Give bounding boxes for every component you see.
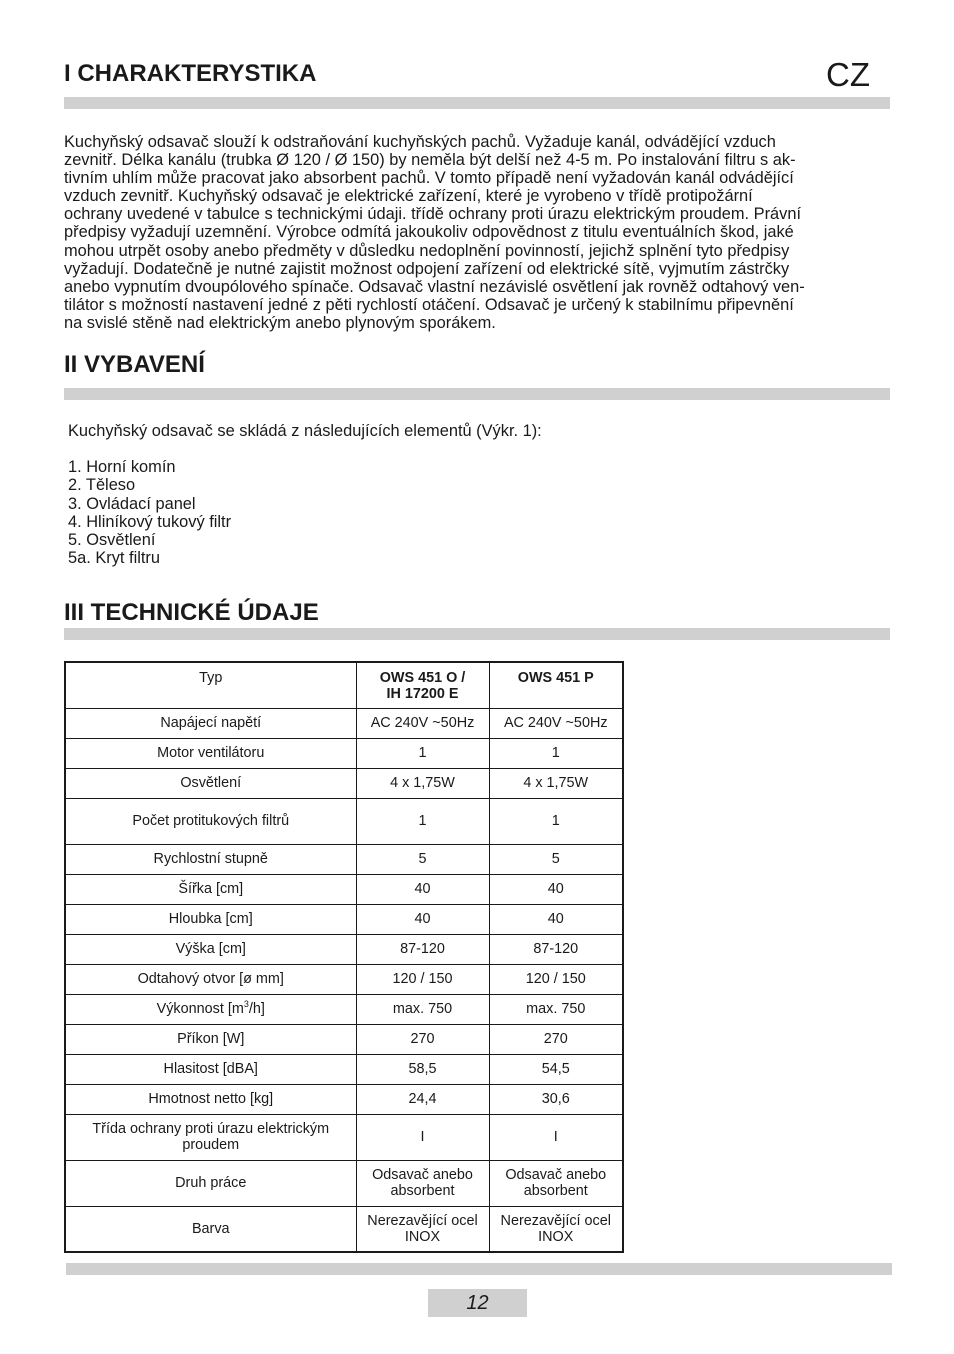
header-model-2: OWS 451 P: [489, 662, 623, 708]
table-header-row: [65, 662, 623, 708]
row-label: Barva: [65, 1206, 356, 1252]
language-code: CZ: [826, 56, 870, 93]
list-item: 5. Osvětlení: [68, 531, 156, 550]
list-item: 5a. Kryt filtru: [68, 549, 160, 568]
row-value-model-1: 270: [356, 1024, 489, 1054]
row-value-model-1: AC 240V ~50Hz: [356, 708, 489, 738]
table-row: [65, 1160, 623, 1206]
row-value-model-1: Odsavač anebo absorbent: [356, 1160, 489, 1206]
throughput-label-text: Výkonnost [m: [156, 1001, 244, 1017]
row-label: Šířka [cm]: [65, 874, 356, 904]
page-number: 12: [428, 1289, 527, 1317]
table-row: [65, 1054, 623, 1084]
row-value-model-2: Odsavač anebo absorbent: [489, 1160, 623, 1206]
row-label: Odtahový otvor [ø mm]: [65, 964, 356, 994]
row-value-model-2: 1: [489, 738, 623, 768]
header-model-1: [356, 662, 489, 708]
table-row: [65, 934, 623, 964]
row-value-model-2: 54,5: [489, 1054, 623, 1084]
section-divider-1: [64, 97, 890, 109]
row-value-model-2: Nerezavějící ocel INOX: [489, 1206, 623, 1252]
row-value-model-1: 1: [356, 798, 489, 844]
footer-divider: [66, 1263, 892, 1275]
section-divider-2: [64, 388, 890, 400]
table-row: [65, 994, 623, 1024]
row-value-model-2: 1: [489, 798, 623, 844]
paragraph-line: Kuchyňský odsavač slouží k odstraňování kuchyňských pachů. Vyžaduje kanál, odvádějící vzduch: [64, 133, 776, 151]
table-row: [65, 844, 623, 874]
section-title-equipment: II VYBAVENÍ: [64, 351, 205, 378]
row-value-model-2: 30,6: [489, 1084, 623, 1114]
table-row: [65, 1114, 623, 1160]
row-value-model-1: Nerezavějící ocel INOX: [356, 1206, 489, 1252]
list-item: 1. Horní komín: [68, 458, 176, 476]
row-label-throughput: [65, 994, 356, 1024]
section-title-characteristics: I CHARAKTERYSTIKA: [64, 60, 317, 87]
paragraph-line: zevnitř. Délka kanálu (trubka Ø 120 / Ø 150) by neměla být delší než 4-5 m. Po instalování filtru s ak-: [64, 151, 796, 170]
row-label: Hloubka [cm]: [65, 904, 356, 934]
row-value-model-1: 4 x 1,75W: [356, 768, 489, 798]
row-value-model-2: 87-120: [489, 934, 623, 964]
header-model-1-line2: IH 17200 E: [386, 686, 459, 702]
table-row: [65, 738, 623, 768]
table-row: [65, 768, 623, 798]
list-item: 3. Ovládací panel: [68, 494, 196, 513]
row-value-model-1: max. 750: [356, 994, 489, 1024]
row-label: Osvětlení: [65, 768, 356, 798]
row-value-model-2: 5: [489, 844, 623, 874]
section-divider-3: [64, 628, 890, 640]
row-label: Rychlostní stupně: [65, 844, 356, 874]
equipment-list: [68, 458, 231, 568]
list-item: 4. Hliníkový tukový filtr: [68, 512, 232, 531]
table-row: [65, 798, 623, 844]
row-value-model-2: max. 750: [489, 994, 623, 1024]
row-value-model-1: 40: [356, 904, 489, 934]
throughput-label-exponent: 3: [243, 999, 249, 1010]
section-title-technical-data: III TECHNICKÉ ÚDAJE: [64, 599, 319, 626]
header-model-1-line1: OWS 451 O /: [379, 670, 466, 686]
equipment-intro: Kuchyňský odsavač se skládá z následujících elementů (Výkr. 1):: [68, 422, 542, 440]
paragraph-line: předpisy vyžadují uzemnění. Výrobce odmítá jakoukoliv odpovědnost z titulu eventuálních škod, jaké: [64, 223, 794, 242]
row-label: Hmotnost netto [kg]: [65, 1084, 356, 1114]
row-value-model-1: 87-120: [356, 934, 489, 964]
row-value-model-2: 4 x 1,75W: [489, 768, 623, 798]
row-label: Výška [cm]: [65, 934, 356, 964]
table-row: [65, 1206, 623, 1252]
list-item: 2. Těleso: [68, 476, 136, 495]
paragraph-line: tivním uhlím může pracovat jako absorbent pachů. V tomto případě není vyžadován kanál odvádějící: [64, 169, 794, 188]
row-value-model-1: 1: [356, 738, 489, 768]
row-label: Hlasitost [dBA]: [65, 1054, 356, 1084]
row-label: Napájecí napětí: [65, 708, 356, 738]
table-row: [65, 1084, 623, 1114]
table-row: [65, 708, 623, 738]
row-value-model-2: 40: [489, 904, 623, 934]
row-value-model-1: 58,5: [356, 1054, 489, 1084]
row-label: Příkon [W]: [65, 1024, 356, 1054]
row-value-model-2: 270: [489, 1024, 623, 1054]
row-label: Druh práce: [65, 1160, 356, 1206]
paragraph-line: anebo vypnutím dvoupólového spínače. Odsavač vlastní nezávislé osvětlení jak rovněž odtahový ven-: [64, 277, 805, 296]
row-value-model-1: 120 / 150: [356, 964, 489, 994]
paragraph-line: tilátor s možností nastavení jedné z pěti rychlostí otáčení. Odsavač je určený k stabilnímu připevnění: [64, 295, 794, 314]
row-value-model-1: 24,4: [356, 1084, 489, 1114]
paragraph-line: vyžadují. Dodatečně je nutné zajistit možnost odpojení zařízení od elektrické sítě, vyjmutím zástrčky: [64, 259, 790, 278]
row-label: Motor ventilátoru: [65, 738, 356, 768]
row-label: Třída ochrany proti úrazu elektrickým proudem: [65, 1114, 356, 1160]
row-value-model-1: 40: [356, 874, 489, 904]
paragraph-line: mohou utrpět osoby anebo předměty v důsledku nedoplnění povinností, jejichž splnění tyto předpisy: [64, 241, 790, 260]
characteristics-paragraph: [64, 133, 892, 332]
table-row: [65, 874, 623, 904]
row-value-model-2: 40: [489, 874, 623, 904]
technical-data-table: [64, 661, 624, 1253]
paragraph-line: na svislé stěně nad elektrickým anebo plynovým sporákem.: [64, 313, 496, 332]
paragraph-line: vzduch zevnitř. Kuchyňský odsavač je elektrické zařízení, které je vyrobeno v třídě protipožární: [64, 187, 753, 206]
row-value-model-2: I: [489, 1114, 623, 1160]
table-row: [65, 904, 623, 934]
row-value-model-1: I: [356, 1114, 489, 1160]
table-row: [65, 964, 623, 994]
row-value-model-1: 5: [356, 844, 489, 874]
throughput-label-unit: /h]: [248, 1001, 265, 1017]
row-value-model-2: AC 240V ~50Hz: [489, 708, 623, 738]
table-row: [65, 1024, 623, 1054]
header-type: Typ: [65, 662, 356, 708]
row-label: Počet protitukových filtrů: [65, 798, 356, 844]
row-value-model-2: 120 / 150: [489, 964, 623, 994]
paragraph-line: ochrany uvedené v tabulce s technickými údaji. třídě ochrany proti úrazu elektrickým proudem. Právní: [64, 205, 802, 224]
